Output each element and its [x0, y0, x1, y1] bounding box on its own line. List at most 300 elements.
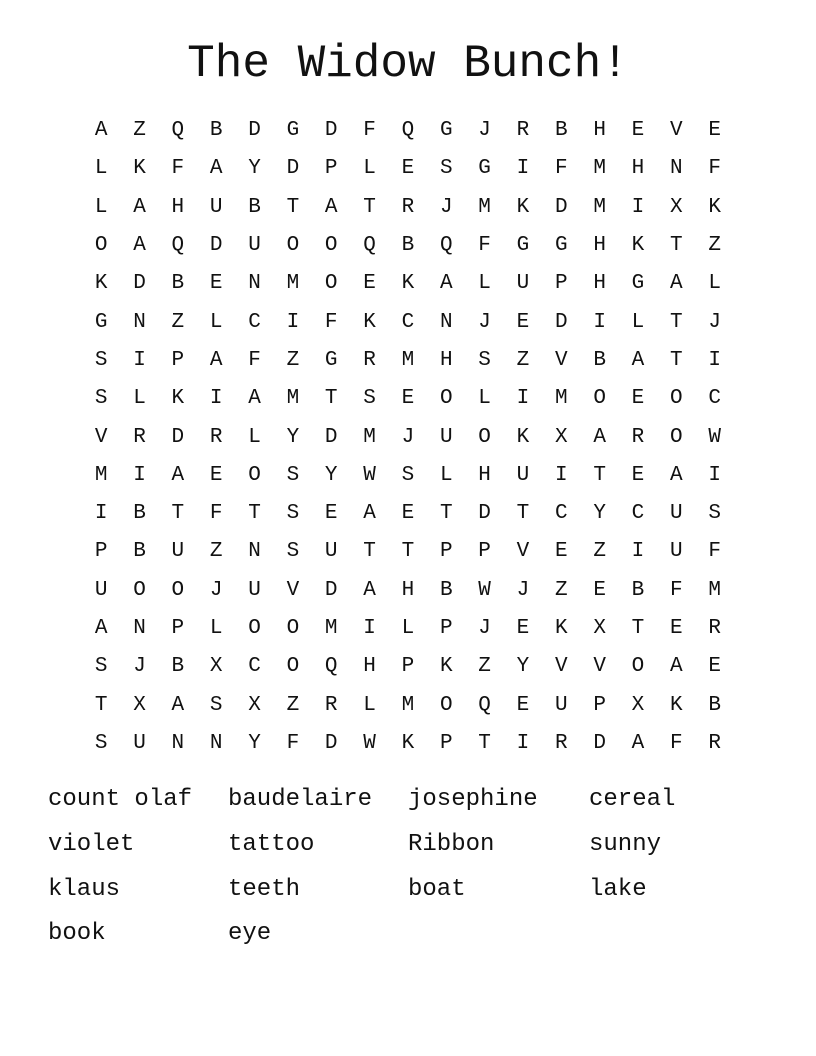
- grid-letter: R: [209, 425, 223, 449]
- grid-letter: E: [324, 502, 338, 526]
- page-title: The Widow Bunch!: [187, 38, 629, 90]
- grid-letter: T: [478, 731, 491, 755]
- grid-letter: L: [439, 463, 453, 487]
- grid-letter: X: [593, 617, 606, 640]
- grid-letter: Z: [554, 578, 568, 602]
- grid-letter: K: [401, 272, 415, 296]
- grid-letter: H: [439, 348, 453, 372]
- grid-letter: O: [593, 387, 606, 411]
- grid-letter: P: [171, 617, 185, 640]
- grid-letter: V: [593, 655, 606, 679]
- grid-letter: E: [209, 272, 223, 296]
- grid-letter: H: [478, 463, 491, 487]
- grid-letter: K: [516, 195, 530, 219]
- grid-letter: Z: [133, 119, 146, 143]
- grid-letter: T: [363, 195, 376, 219]
- grid-letter: P: [94, 540, 108, 564]
- grid-letter: O: [171, 578, 185, 602]
- grid-letter: D: [324, 578, 338, 602]
- grid-letter: C: [631, 502, 645, 526]
- grid-letter: G: [478, 157, 491, 181]
- grid-letter: S: [363, 387, 376, 411]
- grid-letter: D: [209, 234, 223, 258]
- grid-letter: V: [554, 348, 568, 372]
- word-list-item: tattoo: [228, 831, 315, 859]
- grid-letter: R: [324, 693, 338, 717]
- grid-letter: X: [554, 425, 568, 449]
- grid-row: [82, 380, 734, 418]
- grid-letter: E: [363, 272, 376, 296]
- grid-letter: I: [516, 157, 530, 181]
- grid-letter: Z: [593, 540, 606, 564]
- grid-letter: E: [401, 387, 415, 411]
- grid-letter: O: [324, 272, 338, 296]
- grid-letter: F: [478, 234, 491, 258]
- grid-letter: B: [133, 540, 146, 564]
- grid-letter: D: [554, 195, 568, 219]
- grid-letter: V: [516, 540, 530, 564]
- grid-letter: M: [401, 693, 415, 717]
- grid-letter: G: [631, 272, 645, 296]
- word-list-item: klaus: [48, 875, 121, 903]
- grid-row: [82, 418, 734, 456]
- grid-letter: O: [631, 655, 645, 679]
- grid-letter: N: [171, 731, 185, 755]
- grid-letter: L: [209, 310, 223, 334]
- grid-letter: Q: [363, 234, 376, 258]
- grid-letter: Z: [286, 693, 300, 717]
- grid-letter: R: [554, 731, 568, 755]
- grid-letter: L: [248, 425, 261, 449]
- grid-letter: B: [631, 578, 645, 602]
- grid-letter: L: [708, 272, 721, 296]
- grid-letter: E: [670, 617, 683, 640]
- grid-row: [82, 303, 734, 341]
- grid-row: [82, 725, 734, 763]
- grid-letter: R: [708, 731, 721, 755]
- grid-letter: N: [133, 617, 146, 640]
- grid-letter: B: [708, 693, 721, 717]
- grid-letter: E: [631, 387, 645, 411]
- grid-letter: B: [209, 119, 223, 143]
- grid-letter: L: [631, 310, 645, 334]
- grid-letter: I: [133, 348, 146, 372]
- grid-letter: I: [516, 387, 530, 411]
- grid-letter: J: [478, 310, 491, 334]
- grid-letter: A: [94, 119, 108, 143]
- word-list-item: Ribbon: [408, 831, 495, 859]
- grid-letter: A: [670, 272, 683, 296]
- grid-letter: U: [248, 234, 261, 258]
- grid-letter: W: [708, 425, 721, 449]
- grid-letter: U: [209, 195, 223, 219]
- grid-letter: O: [286, 234, 300, 258]
- grid-letter: O: [248, 617, 261, 640]
- grid-letter: I: [516, 731, 530, 755]
- grid-letter: W: [363, 463, 376, 487]
- grid-letter: T: [670, 348, 683, 372]
- grid-letter: F: [209, 502, 223, 526]
- grid-letter: T: [516, 502, 530, 526]
- grid-letter: G: [286, 119, 300, 143]
- grid-letter: L: [363, 157, 376, 181]
- grid-letter: S: [209, 693, 223, 717]
- grid-letter: F: [248, 348, 261, 372]
- grid-letter: A: [133, 234, 146, 258]
- grid-letter: A: [363, 502, 376, 526]
- grid-letter: R: [401, 195, 415, 219]
- grid-letter: Y: [248, 157, 261, 181]
- grid-letter: M: [286, 272, 300, 296]
- grid-letter: S: [94, 655, 108, 679]
- grid-letter: F: [708, 157, 721, 181]
- grid-letter: K: [401, 731, 415, 755]
- grid-letter: B: [248, 195, 261, 219]
- grid-letter: Q: [401, 119, 415, 143]
- grid-letter: Z: [708, 234, 721, 258]
- grid-letter: D: [248, 119, 261, 143]
- grid-letter: Q: [324, 655, 338, 679]
- grid-letter: A: [670, 655, 683, 679]
- grid-letter: A: [171, 693, 185, 717]
- grid-letter: G: [439, 119, 453, 143]
- grid-letter: H: [593, 234, 606, 258]
- grid-letter: I: [708, 348, 721, 372]
- grid-letter: J: [478, 119, 491, 143]
- grid-letter: U: [248, 578, 261, 602]
- grid-letter: M: [478, 195, 491, 219]
- grid-letter: F: [171, 157, 185, 181]
- grid-row: [82, 610, 734, 648]
- grid-letter: M: [593, 195, 606, 219]
- grid-letter: K: [516, 425, 530, 449]
- grid-row: [82, 189, 734, 227]
- grid-letter: S: [439, 157, 453, 181]
- grid-letter: I: [554, 463, 568, 487]
- word-list-item: boat: [408, 875, 466, 903]
- grid-letter: L: [363, 693, 376, 717]
- grid-letter: B: [171, 272, 185, 296]
- word-list-item: sunny: [589, 831, 662, 859]
- grid-letter: B: [171, 655, 185, 679]
- grid-letter: F: [324, 310, 338, 334]
- grid-letter: D: [324, 119, 338, 143]
- grid-letter: U: [516, 272, 530, 296]
- grid-letter: I: [593, 310, 606, 334]
- grid-letter: C: [248, 310, 261, 334]
- grid-letter: I: [708, 463, 721, 487]
- grid-letter: O: [324, 234, 338, 258]
- grid-letter: P: [171, 348, 185, 372]
- grid-letter: Y: [516, 655, 530, 679]
- grid-row: [82, 686, 734, 724]
- grid-letter: R: [631, 425, 645, 449]
- grid-letter: P: [324, 157, 338, 181]
- grid-row: [82, 533, 734, 571]
- grid-letter: M: [554, 387, 568, 411]
- grid-letter: O: [286, 617, 300, 640]
- grid-letter: K: [554, 617, 568, 640]
- grid-letter: K: [363, 310, 376, 334]
- grid-letter: F: [670, 731, 683, 755]
- grid-row: [82, 227, 734, 265]
- grid-letter: I: [94, 502, 108, 526]
- grid-letter: L: [209, 617, 223, 640]
- grid-letter: B: [439, 578, 453, 602]
- grid-letter: A: [171, 463, 185, 487]
- grid-row: [82, 265, 734, 303]
- grid-letter: S: [94, 387, 108, 411]
- grid-letter: Z: [478, 655, 491, 679]
- grid-letter: U: [439, 425, 453, 449]
- grid-letter: I: [209, 387, 223, 411]
- grid-letter: V: [554, 655, 568, 679]
- grid-letter: G: [324, 348, 338, 372]
- grid-letter: Q: [439, 234, 453, 258]
- grid-letter: C: [554, 502, 568, 526]
- grid-letter: S: [94, 731, 108, 755]
- word-list-item: eye: [228, 920, 272, 948]
- word-search-grid: [82, 112, 734, 763]
- grid-letter: D: [286, 157, 300, 181]
- grid-letter: K: [94, 272, 108, 296]
- grid-letter: O: [439, 387, 453, 411]
- grid-letter: C: [401, 310, 415, 334]
- grid-letter: E: [593, 578, 606, 602]
- word-list-item: lake: [589, 875, 647, 903]
- grid-letter: S: [286, 540, 300, 564]
- grid-letter: L: [133, 387, 146, 411]
- grid-letter: D: [324, 425, 338, 449]
- grid-letter: D: [478, 502, 491, 526]
- grid-letter: K: [631, 234, 645, 258]
- grid-letter: R: [516, 119, 530, 143]
- grid-letter: E: [516, 310, 530, 334]
- grid-letter: T: [670, 234, 683, 258]
- grid-letter: U: [670, 502, 683, 526]
- grid-letter: K: [708, 195, 721, 219]
- grid-letter: C: [248, 655, 261, 679]
- grid-letter: E: [631, 119, 645, 143]
- grid-letter: T: [171, 502, 185, 526]
- grid-letter: K: [133, 157, 146, 181]
- grid-letter: Y: [593, 502, 606, 526]
- grid-letter: E: [401, 502, 415, 526]
- grid-letter: X: [133, 693, 146, 717]
- word-list-item: book: [48, 920, 106, 948]
- grid-letter: S: [94, 348, 108, 372]
- grid-letter: T: [324, 387, 338, 411]
- grid-letter: I: [631, 540, 645, 564]
- grid-letter: A: [94, 617, 108, 640]
- grid-letter: L: [478, 387, 491, 411]
- grid-letter: P: [401, 655, 415, 679]
- grid-letter: M: [324, 617, 338, 640]
- grid-letter: W: [478, 578, 491, 602]
- grid-letter: E: [708, 655, 721, 679]
- grid-letter: E: [708, 119, 721, 143]
- grid-letter: U: [171, 540, 185, 564]
- grid-letter: E: [516, 693, 530, 717]
- grid-letter: B: [593, 348, 606, 372]
- grid-letter: R: [708, 617, 721, 640]
- grid-letter: V: [286, 578, 300, 602]
- grid-letter: Y: [324, 463, 338, 487]
- grid-letter: P: [439, 540, 453, 564]
- grid-row: [82, 112, 734, 150]
- grid-letter: T: [363, 540, 376, 564]
- grid-letter: U: [133, 731, 146, 755]
- grid-row: [82, 495, 734, 533]
- grid-letter: H: [171, 195, 185, 219]
- grid-letter: U: [324, 540, 338, 564]
- grid-letter: J: [516, 578, 530, 602]
- word-list-item: baudelaire: [228, 786, 373, 814]
- grid-letter: E: [209, 463, 223, 487]
- grid-letter: P: [439, 731, 453, 755]
- grid-letter: G: [94, 310, 108, 334]
- grid-row: [82, 572, 734, 610]
- grid-letter: E: [631, 463, 645, 487]
- grid-letter: N: [133, 310, 146, 334]
- grid-letter: I: [631, 195, 645, 219]
- grid-letter: L: [401, 617, 415, 640]
- grid-letter: N: [439, 310, 453, 334]
- grid-letter: U: [554, 693, 568, 717]
- grid-letter: S: [401, 463, 415, 487]
- grid-letter: O: [439, 693, 453, 717]
- grid-letter: A: [133, 195, 146, 219]
- grid-letter: T: [593, 463, 606, 487]
- grid-letter: P: [593, 693, 606, 717]
- grid-letter: O: [478, 425, 491, 449]
- grid-letter: F: [554, 157, 568, 181]
- word-list-item: count olaf: [48, 786, 193, 814]
- grid-letter: I: [286, 310, 300, 334]
- word-list-item: cereal: [589, 786, 676, 814]
- grid-letter: H: [593, 119, 606, 143]
- grid-row: [82, 457, 734, 495]
- grid-letter: T: [631, 617, 645, 640]
- grid-letter: T: [439, 502, 453, 526]
- grid-letter: A: [631, 348, 645, 372]
- grid-letter: I: [363, 617, 376, 640]
- grid-letter: U: [670, 540, 683, 564]
- grid-letter: A: [209, 157, 223, 181]
- grid-letter: O: [248, 463, 261, 487]
- grid-letter: A: [439, 272, 453, 296]
- grid-letter: L: [478, 272, 491, 296]
- word-list-item: josephine: [408, 786, 538, 814]
- grid-letter: H: [401, 578, 415, 602]
- grid-letter: N: [209, 731, 223, 755]
- grid-letter: N: [670, 157, 683, 181]
- grid-letter: H: [631, 157, 645, 181]
- grid-letter: T: [248, 502, 261, 526]
- grid-letter: Z: [209, 540, 223, 564]
- grid-letter: P: [439, 617, 453, 640]
- grid-letter: R: [363, 348, 376, 372]
- grid-letter: Y: [286, 425, 300, 449]
- grid-letter: V: [670, 119, 683, 143]
- grid-letter: J: [209, 578, 223, 602]
- grid-letter: E: [554, 540, 568, 564]
- grid-letter: O: [94, 234, 108, 258]
- grid-row: [82, 648, 734, 686]
- grid-letter: T: [94, 693, 108, 717]
- grid-letter: W: [363, 731, 376, 755]
- grid-letter: K: [171, 387, 185, 411]
- grid-letter: X: [631, 693, 645, 717]
- grid-letter: A: [593, 425, 606, 449]
- word-list: [48, 778, 768, 957]
- grid-letter: X: [209, 655, 223, 679]
- grid-letter: P: [554, 272, 568, 296]
- grid-letter: A: [631, 731, 645, 755]
- grid-row: [82, 342, 734, 380]
- grid-letter: C: [708, 387, 721, 411]
- grid-letter: S: [286, 502, 300, 526]
- grid-letter: X: [248, 693, 261, 717]
- grid-letter: D: [593, 731, 606, 755]
- grid-letter: X: [670, 195, 683, 219]
- grid-letter: F: [708, 540, 721, 564]
- grid-letter: R: [133, 425, 146, 449]
- grid-letter: J: [133, 655, 146, 679]
- grid-letter: N: [248, 272, 261, 296]
- grid-letter: F: [670, 578, 683, 602]
- grid-letter: Q: [171, 234, 185, 258]
- grid-letter: B: [401, 234, 415, 258]
- grid-letter: U: [94, 578, 108, 602]
- grid-letter: S: [478, 348, 491, 372]
- grid-letter: D: [171, 425, 185, 449]
- grid-row: [82, 150, 734, 188]
- grid-letter: O: [286, 655, 300, 679]
- grid-letter: O: [133, 578, 146, 602]
- grid-letter: G: [516, 234, 530, 258]
- word-list-item: teeth: [228, 875, 301, 903]
- grid-letter: F: [286, 731, 300, 755]
- grid-letter: P: [478, 540, 491, 564]
- grid-letter: E: [401, 157, 415, 181]
- grid-letter: Z: [286, 348, 300, 372]
- grid-letter: I: [133, 463, 146, 487]
- grid-letter: D: [554, 310, 568, 334]
- grid-letter: O: [670, 387, 683, 411]
- grid-letter: B: [133, 502, 146, 526]
- grid-letter: V: [94, 425, 108, 449]
- grid-letter: L: [94, 195, 108, 219]
- grid-letter: M: [286, 387, 300, 411]
- grid-letter: J: [708, 310, 721, 334]
- grid-letter: H: [593, 272, 606, 296]
- grid-letter: H: [363, 655, 376, 679]
- grid-letter: J: [401, 425, 415, 449]
- grid-letter: A: [670, 463, 683, 487]
- grid-letter: J: [478, 617, 491, 640]
- grid-letter: A: [324, 195, 338, 219]
- grid-letter: Q: [171, 119, 185, 143]
- grid-letter: M: [593, 157, 606, 181]
- grid-letter: Z: [516, 348, 530, 372]
- grid-letter: D: [133, 272, 146, 296]
- grid-letter: O: [670, 425, 683, 449]
- grid-letter: M: [401, 348, 415, 372]
- grid-letter: T: [670, 310, 683, 334]
- grid-letter: N: [248, 540, 261, 564]
- grid-letter: D: [324, 731, 338, 755]
